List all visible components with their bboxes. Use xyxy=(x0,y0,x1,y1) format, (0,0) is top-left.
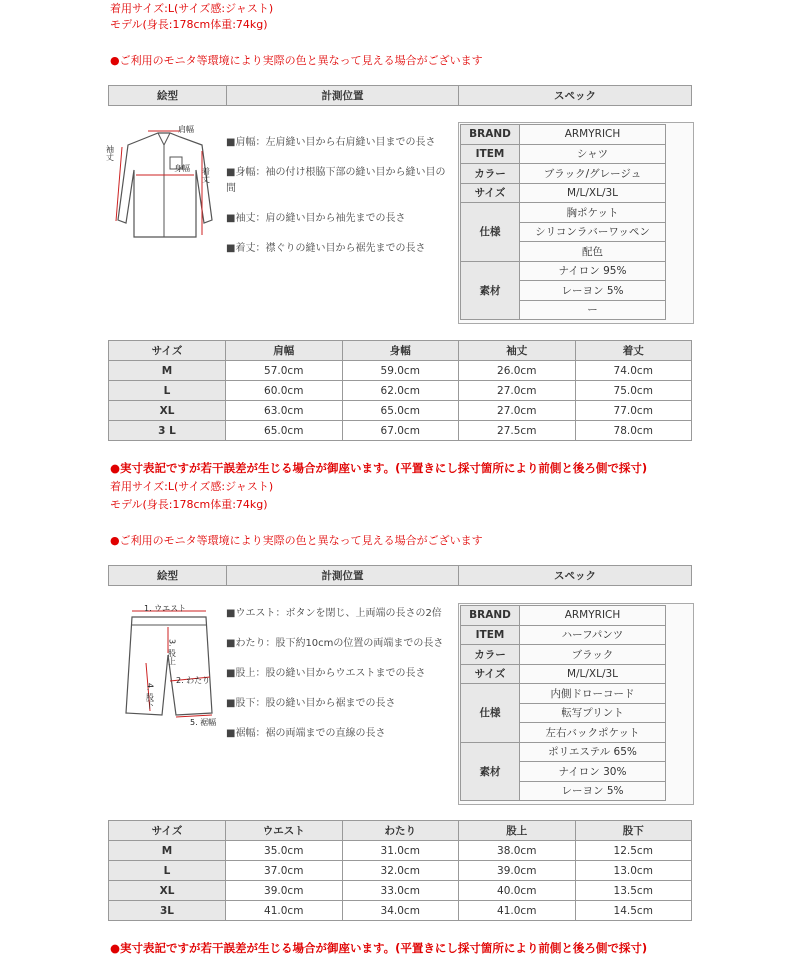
table-row xyxy=(109,361,692,381)
size-cell: 65.0cm xyxy=(226,421,343,441)
size-cell: 27.0cm xyxy=(459,401,576,421)
label-kata: 肩幅 xyxy=(178,125,194,134)
measure-item: ■ウエスト：ボタンを閉じ、上両端の長さの2倍 xyxy=(226,608,442,619)
header-measure: 計測位置 xyxy=(227,86,459,106)
size-cell: 31.0cm xyxy=(342,841,459,861)
label-matashita: 4. 股下 xyxy=(145,683,155,710)
wear-size-text: 着用サイズ:L(サイズ感:ジャスト) xyxy=(110,2,274,15)
spec-key: BRAND xyxy=(461,125,520,145)
size-header: 肩幅 xyxy=(226,341,343,361)
table-row xyxy=(109,381,692,401)
spec-value: 左右バックポケット xyxy=(520,723,666,743)
size-cell: 27.0cm xyxy=(459,381,576,401)
size-cell: 3 L xyxy=(109,421,226,441)
header-measure: 計測位置 xyxy=(227,566,459,586)
size-cell: XL xyxy=(109,401,226,421)
size-cell: 67.0cm xyxy=(342,421,459,441)
spec-value: ナイロン 95% xyxy=(520,261,666,281)
spec-key: ITEM xyxy=(461,144,520,164)
size-header: 身幅 xyxy=(342,341,459,361)
spec-value: 配色 xyxy=(520,242,666,262)
spec-key: 仕様 xyxy=(461,684,520,743)
measure-item: ■股上：股の縫い目からウエストまでの長さ xyxy=(226,668,426,679)
measure-item: ■肩幅：左肩縫い目から右肩縫い目までの長さ xyxy=(226,137,436,148)
size-cell: 77.0cm xyxy=(575,401,692,421)
table-row xyxy=(109,881,692,901)
spec-value: ARMYRICH xyxy=(520,125,666,145)
error-note: ●実寸表記ですが若干誤差が生じる場合が御座います。(平置きにし採寸箇所により前側と後ろ側で採寸) xyxy=(110,461,648,475)
size-cell: 57.0cm xyxy=(226,361,343,381)
size-cell: L xyxy=(109,381,226,401)
measure-item: ■袖丈：肩の縫い目から袖先までの長さ xyxy=(226,213,406,224)
size-cell: M xyxy=(109,841,226,861)
model-info-text: モデル(身長:178cm体重:74kg) xyxy=(110,498,268,511)
header-spec: スペック xyxy=(459,566,692,586)
size-header: サイズ xyxy=(109,821,226,841)
size-cell: M xyxy=(109,361,226,381)
size-cell: 75.0cm xyxy=(575,381,692,401)
size-header: サイズ xyxy=(109,341,226,361)
size-cell: 38.0cm xyxy=(459,841,576,861)
size-cell: 41.0cm xyxy=(459,901,576,921)
table-row xyxy=(109,841,692,861)
label-watari: 2. わたり xyxy=(176,676,211,685)
color-note: ●ご利用のモニタ等環境により実際の色と異なって見える場合がございます xyxy=(110,534,483,547)
header-spec: スペック xyxy=(459,86,692,106)
spec-key: サイズ xyxy=(461,664,520,684)
pants-illustration xyxy=(110,603,225,733)
size-cell: 39.0cm xyxy=(226,881,343,901)
spec-value: 胸ポケット xyxy=(520,203,666,223)
size-cell: 14.5cm xyxy=(575,901,692,921)
table-row xyxy=(109,861,692,881)
spec-key: ITEM xyxy=(461,625,520,645)
size-cell: 13.5cm xyxy=(575,881,692,901)
measure-item: ■裾幅：裾の両端までの直線の長さ xyxy=(226,728,386,739)
shirt-illustration xyxy=(105,125,220,245)
measure-list xyxy=(226,135,454,257)
size-cell: 27.5cm xyxy=(459,421,576,441)
spec-value: ブラック xyxy=(520,645,666,665)
size-cell: 39.0cm xyxy=(459,861,576,881)
color-note: ●ご利用のモニタ等環境により実際の色と異なって見える場合がございます xyxy=(110,54,483,67)
section-header-table xyxy=(108,565,692,586)
label-ki: 着丈 xyxy=(201,167,211,183)
header-illustration: 絵型 xyxy=(109,86,227,106)
spec-value: 内側ドローコード xyxy=(520,684,666,704)
size-cell: 13.0cm xyxy=(575,861,692,881)
size-cell: 26.0cm xyxy=(459,361,576,381)
label-mataue: 3. 股上 xyxy=(167,639,177,666)
size-cell: 62.0cm xyxy=(342,381,459,401)
size-cell: 3L xyxy=(109,901,226,921)
size-table xyxy=(108,340,692,441)
size-cell: 33.0cm xyxy=(342,881,459,901)
size-header: 着丈 xyxy=(575,341,692,361)
spec-value: シリコンラバーワッペン xyxy=(520,222,666,242)
size-cell: 78.0cm xyxy=(575,421,692,441)
label-susohaba: 5. 裾幅 xyxy=(190,718,217,727)
table-row xyxy=(109,421,692,441)
size-header: 袖丈 xyxy=(459,341,576,361)
label-waist: 1. ウエスト xyxy=(144,604,187,613)
spec-value: M/L/XL/3L xyxy=(520,664,666,684)
wear-size-text: 着用サイズ:L(サイズ感:ジャスト) xyxy=(110,480,274,493)
spec-table xyxy=(460,605,666,801)
header-illustration: 絵型 xyxy=(109,566,227,586)
measure-item: ■身幅：袖の付け根脇下部の縫い目から縫い目の間 xyxy=(226,167,446,194)
size-cell: 35.0cm xyxy=(226,841,343,861)
spec-value: ハーフパンツ xyxy=(520,625,666,645)
size-header: わたり xyxy=(342,821,459,841)
spec-key: 素材 xyxy=(461,261,520,320)
size-cell: 74.0cm xyxy=(575,361,692,381)
spec-value: ナイロン 30% xyxy=(520,762,666,782)
spec-key: BRAND xyxy=(461,606,520,626)
size-cell: 65.0cm xyxy=(342,401,459,421)
spec-value: 転写プリント xyxy=(520,703,666,723)
spec-key: 素材 xyxy=(461,742,520,801)
size-cell: 60.0cm xyxy=(226,381,343,401)
size-cell: 63.0cm xyxy=(226,401,343,421)
measure-item: ■わたり：股下約10cmの位置の両端までの長さ xyxy=(226,638,444,649)
size-cell: 34.0cm xyxy=(342,901,459,921)
size-header: 股上 xyxy=(459,821,576,841)
spec-value: レーヨン 5% xyxy=(520,781,666,801)
spec-value: ARMYRICH xyxy=(520,606,666,626)
spec-value: ブラック/グレージュ xyxy=(520,164,666,184)
measure-item: ■着丈：襟ぐりの縫い目から裾先までの長さ xyxy=(226,243,426,254)
section-header-table xyxy=(108,85,692,106)
size-cell: 41.0cm xyxy=(226,901,343,921)
size-cell: 32.0cm xyxy=(342,861,459,881)
spec-key: 仕様 xyxy=(461,203,520,262)
label-mi: 身幅 xyxy=(174,164,190,173)
size-header: 股下 xyxy=(575,821,692,841)
size-cell: 59.0cm xyxy=(342,361,459,381)
label-sode: 袖丈 xyxy=(105,145,115,161)
size-cell: XL xyxy=(109,881,226,901)
size-cell: L xyxy=(109,861,226,881)
spec-value: ポリエステル 65% xyxy=(520,742,666,762)
measure-list xyxy=(226,606,454,742)
size-cell: 40.0cm xyxy=(459,881,576,901)
measure-item: ■股下：股の縫い目から裾までの長さ xyxy=(226,698,396,709)
spec-key: カラー xyxy=(461,645,520,665)
size-header: ウエスト xyxy=(226,821,343,841)
error-note: ●実寸表記ですが若干誤差が生じる場合が御座います。(平置きにし採寸箇所により前側と後ろ側で採寸) xyxy=(110,941,648,955)
size-table xyxy=(108,820,692,921)
spec-value: ー xyxy=(520,300,666,320)
spec-value: M/L/XL/3L xyxy=(520,183,666,203)
spec-key: カラー xyxy=(461,164,520,184)
size-cell: 12.5cm xyxy=(575,841,692,861)
model-info-text: モデル(身長:178cm体重:74kg) xyxy=(110,18,268,31)
table-row xyxy=(109,401,692,421)
spec-table xyxy=(460,124,666,320)
spec-key: サイズ xyxy=(461,183,520,203)
size-cell: 37.0cm xyxy=(226,861,343,881)
table-row xyxy=(109,901,692,921)
spec-value: シャツ xyxy=(520,144,666,164)
spec-value: レーヨン 5% xyxy=(520,281,666,301)
